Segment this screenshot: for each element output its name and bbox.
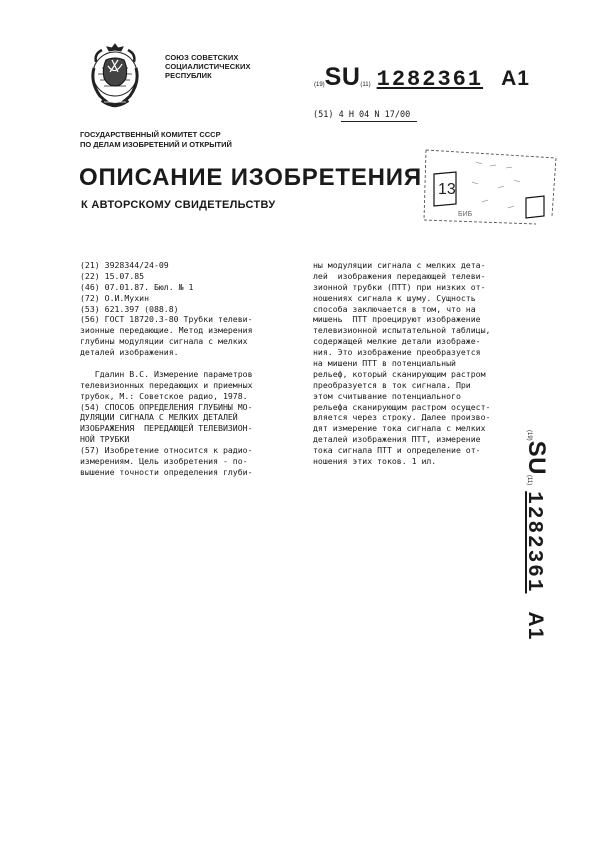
left-column-line: (22) 15.07.85 [80, 270, 145, 281]
left-column-line: (54) СПОСОБ ОПРЕДЕЛЕНИЯ ГЛУБИНЫ МО- [80, 401, 253, 412]
right-column-line: рельеф, который сканирующим растром [313, 368, 486, 379]
right-column-line: ны модуляции сигнала с мелких дета- [313, 260, 486, 270]
stamp-text-bib: БИБ [458, 211, 473, 218]
left-column-line: ИЗОБРАЖЕНИЯ ПЕРЕДАЮЩЕЙ ТЕЛЕВИЗИОН- [80, 423, 253, 434]
code-11: (11) [360, 82, 371, 88]
side-kind-code: A1 [524, 611, 547, 641]
right-column-line: зионной трубки (ПТТ) при низких от- [313, 281, 486, 292]
code-19: (19) [314, 82, 325, 88]
right-column-line: мишень ПТТ проецируют изображение [313, 314, 481, 325]
left-column [80, 260, 294, 478]
union-line-3: РЕСПУБЛИК [165, 71, 212, 80]
right-column-line: рельефа сканирующим растром осущест- [313, 401, 491, 412]
side-patent-number: 1282361 [522, 491, 545, 594]
right-column-line: лей изображения передающей телеви- [313, 270, 486, 281]
left-column-line: Гдалин В.С. Измерение параметров [80, 368, 253, 379]
right-column-line: телевизионной испытательной таблицы, [313, 325, 491, 336]
stamp-text-13: 13 [438, 181, 456, 198]
ipc-underline [341, 121, 417, 122]
left-column-line: (56) ГОСТ 18720.3-80 Трубки телеви- [80, 314, 253, 325]
right-column-line: вляется через строку. Далее произво- [313, 412, 491, 423]
left-column-line: деталей изображения. [80, 347, 179, 358]
side-document-number [500, 430, 550, 760]
ussr-emblem-icon [82, 38, 148, 112]
left-column-line: (72) О.И.Мухин [80, 292, 150, 303]
side-code-19: (19) [526, 430, 532, 441]
right-column-line: ношения этих токов. 1 ил. [313, 456, 437, 467]
right-column-line: ношениях сигнала к шуму. Сущность [313, 292, 476, 303]
left-column-line: вышение точности определения глуби- [80, 466, 253, 477]
ipc-classification: (51) 4 H 04 N 17/00 [313, 110, 411, 120]
right-column-line: этом считывание потенциального [313, 390, 461, 401]
left-column-line: зионные передающие. Метод измерения [80, 325, 253, 336]
union-line-1: СОЮЗ СОВЕТСКИХ [165, 53, 239, 62]
committee-line-2: ПО ДЕЛАМ ИЗОБРЕТЕНИЙ И ОТКРЫТИЙ [80, 140, 232, 149]
left-column-line: трубок, М.: Советское радио, 1978. [80, 390, 248, 401]
right-column-line: содержащей мелкие детали изображе- [313, 336, 481, 347]
left-column-line: (46) 07.01.87. Бюл. № 1 [80, 281, 194, 292]
country-code: SU [324, 63, 361, 91]
library-stamp [416, 138, 562, 230]
union-line-2: СОЦИАЛИСТИЧЕСКИХ [165, 62, 251, 71]
left-column-line: (53) 621.397 (088.8) [80, 303, 179, 314]
right-column-line: деталей изображения ПТТ, измерение [313, 434, 481, 445]
right-column-line: тока сигнала ПТТ и определение от- [313, 445, 481, 456]
left-column-line: (21) 3928344/24-09 [80, 260, 169, 270]
patent-number: 1282361 [376, 67, 484, 92]
right-column-line: на мишени ПТТ в потенциальный [313, 358, 456, 369]
left-column-line [80, 358, 294, 369]
document-title: ОПИСАНИЕ ИЗОБРЕТЕНИЯ [79, 164, 422, 191]
left-column-line: глубины модуляции сигнала с мелких [80, 336, 248, 347]
right-column-line: способа заключается в том, что на [313, 303, 476, 314]
left-column-line: (57) Изобретение относится к радио- [80, 445, 253, 456]
side-country-code: SU [523, 440, 550, 476]
left-column-line: НОЙ ТРУБКИ [80, 434, 130, 445]
right-column-line: преобразуется в ток сигнала. При [313, 379, 471, 390]
left-column-line: телевизионных передающих и приемных [80, 379, 253, 390]
left-column-line: ДУЛЯЦИИ СИГНАЛА С МЕЛКИХ ДЕТАЛЕЙ [80, 412, 238, 423]
kind-code: A1 [501, 67, 530, 90]
document-subtitle: К АВТОРСКОМУ СВИДЕТЕЛЬСТВУ [81, 199, 276, 211]
document-number [314, 63, 530, 91]
right-column-line: дят измерение тока сигнала с мелких [313, 423, 486, 434]
side-code-11: (11) [526, 475, 532, 486]
left-column-line: измерениям. Цель изобретения - по- [80, 456, 248, 467]
committee-line-1: ГОСУДАРСТВЕННЫЙ КОМИТЕТ СССР [80, 130, 221, 139]
right-column-line: ния. Это изображение преобразуется [313, 347, 481, 358]
